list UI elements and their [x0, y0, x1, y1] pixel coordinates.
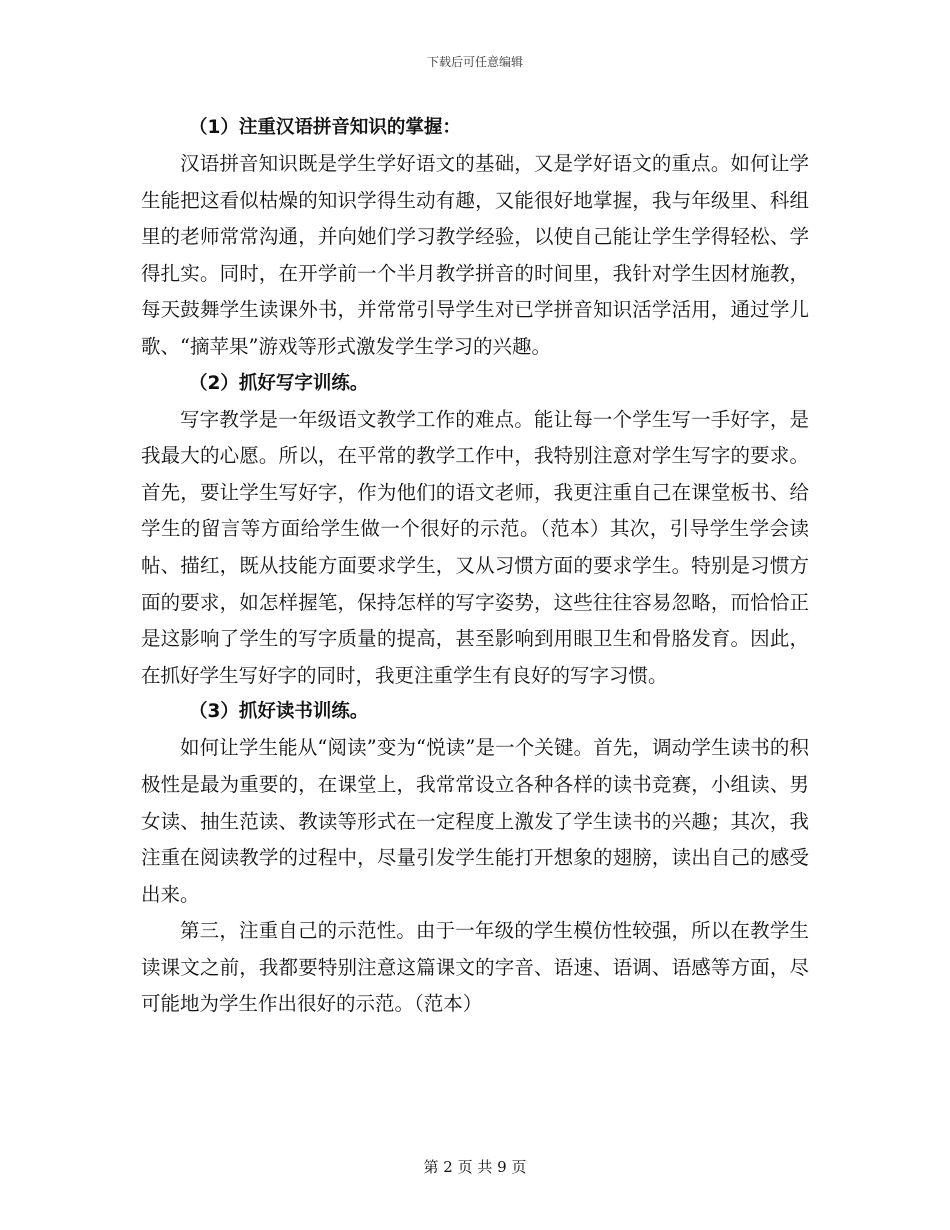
section-heading: （2）抓好写字训练。 [189, 372, 369, 394]
section-heading: （1）注重汉语拼音知识的掌握： [189, 117, 461, 138]
page-number: 第 2 页 共 9 页 [423, 1158, 527, 1176]
paragraph: 汉语拼音知识既是学生学好语文的基础，又是学好语文的重点。如何让学生能把这看似枯燥的知识学得生动有趣，又能很好地掌握，我与年级里、科组里的老师常常沟通，并向她们学习教学经验，以使自己能让学生学得轻松、学得扎实。同时，在开学前一个半月教学拼音的时间里，我针对学生因材施教，每天鼓舞学生读课外书，并常常引导学生对已学拼音知识活学活用，通过学儿歌、“摘苹果”游戏等形式激发学生学习的兴趣。 [141, 152, 809, 358]
paragraph: 第三，注重自己的示范性。由于一年级的学生模仿性较强，所以在教学生读课文之前，我都要特别注意这篇课文的字音、语速、语调、语感等方面，尽可能地为学生作出很好的示范。（范本） [141, 919, 809, 1016]
page-header-note: 下载后可任意编辑 [426, 55, 523, 69]
paragraph: 写字教学是一年级语文教学工作的难点。能让每一个学生写一手好字，是我最大的心愿。所以，在平常的教学工作中，我特别注意对学生写字的要求。首先，要让学生写好字，作为他们的语文老师，我更注重自己在课堂板书、给学生的留言等方面给学生做一个很好的示范。（范本）其次，引导学生学会读帖、描红，既从技能方面要求学生，又从习惯方面的要求学生。特别是习惯方面的要求，如怎样握笔，保持怎样的写字姿势，这些往往容易忽略，而恰恰正是这影响了学生的写字质量的提高，甚至影响到用眼卫生和骨胳发育。因此，在抓好学生写好字的同时，我更注重学生有良好的写字习惯。 [141, 407, 809, 687]
section-heading: （3）抓好读书训练。 [189, 701, 369, 723]
document-body [141, 110, 809, 1023]
paragraph: 如何让学生能从“阅读”变为“悦读”是一个关键。首先，调动学生读书的积极性是最为重要的，在课堂上，我常常设立各种各样的读书竞赛，小组读、男女读、抽生范读、教读等形式在一定程度上激发了学生读书的兴趣；其次，我注重在阅读教学的过程中，尽量引发学生能打开想象的翅膀，读出自己的感受出来。 [141, 736, 809, 906]
